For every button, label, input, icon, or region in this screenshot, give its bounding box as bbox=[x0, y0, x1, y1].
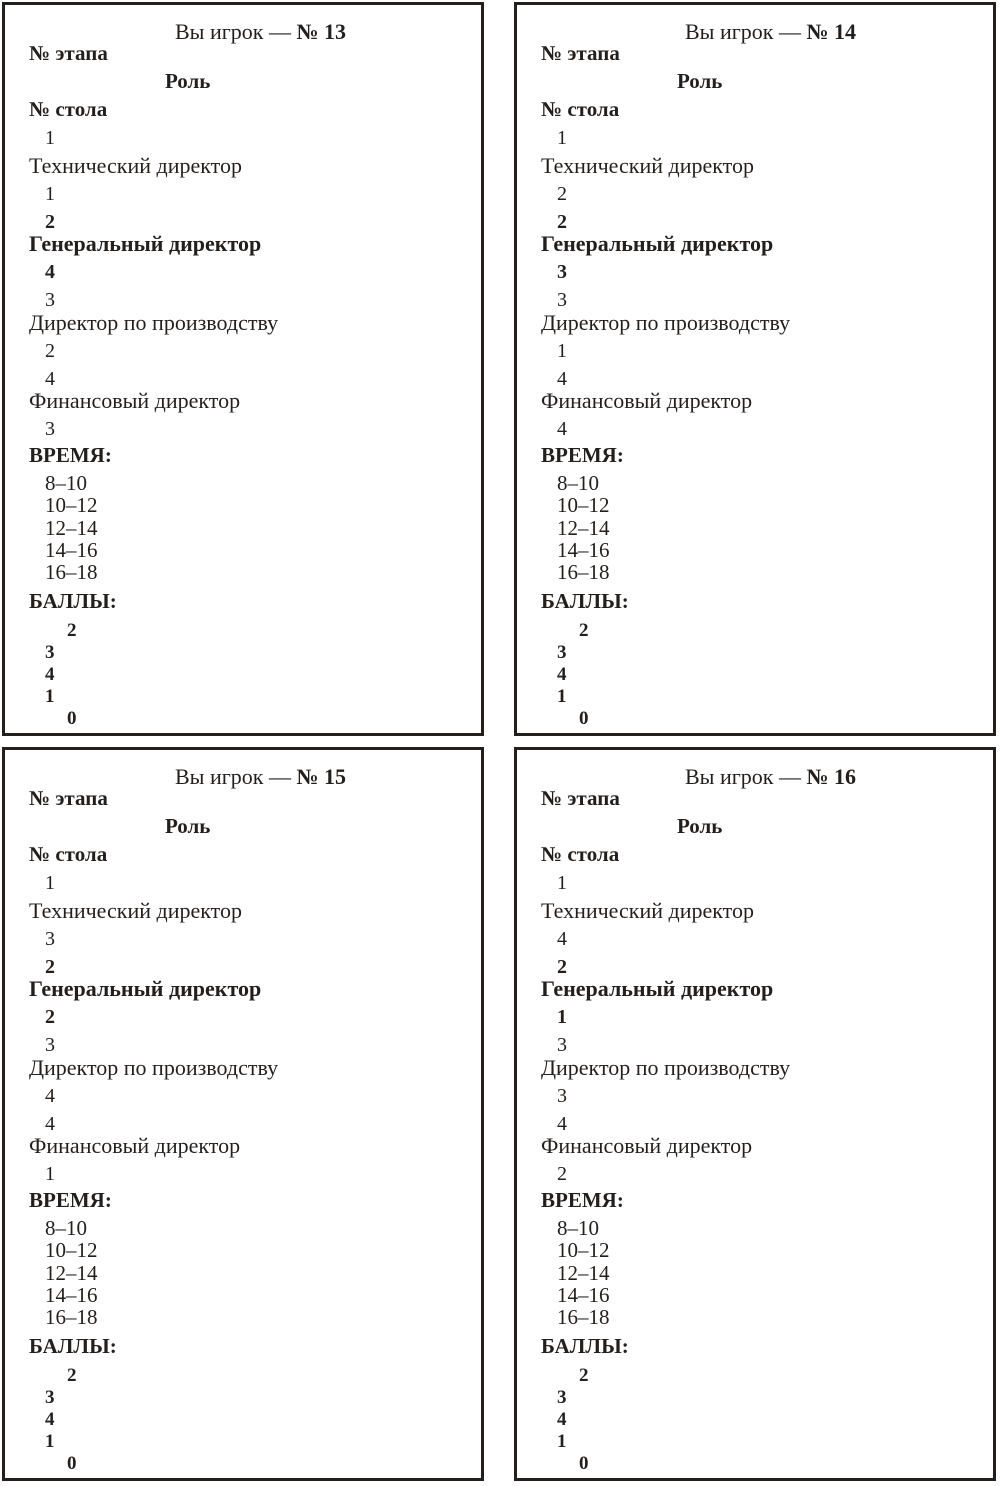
points-value: 2 bbox=[579, 620, 589, 641]
points-label: БАЛЛЫ: bbox=[29, 589, 117, 613]
time-slot: 8–10 bbox=[45, 1216, 87, 1240]
stage-label: № этапа bbox=[29, 41, 108, 65]
table-number: 3 bbox=[557, 1085, 567, 1107]
time-slot: 8–10 bbox=[557, 471, 599, 495]
card-title: Вы игрок — № 14 bbox=[685, 19, 857, 44]
time-slot: 14–16 bbox=[557, 1283, 610, 1307]
stage-number: 2 bbox=[557, 956, 567, 978]
points-value: 1 bbox=[557, 1431, 567, 1452]
points-value: 0 bbox=[67, 708, 77, 729]
time-slot: 12–14 bbox=[45, 1261, 98, 1285]
role-name: Генеральный директор bbox=[541, 231, 774, 256]
time-slot: 14–16 bbox=[557, 538, 610, 562]
role-name: Директор по производству bbox=[541, 310, 791, 335]
stage-number: 3 bbox=[557, 289, 567, 311]
table-label: № стола bbox=[29, 97, 108, 121]
role-label: Роль bbox=[165, 69, 211, 93]
role-name: Генеральный директор bbox=[541, 976, 774, 1001]
role-label: Роль bbox=[165, 814, 211, 838]
points-value: 0 bbox=[67, 1453, 77, 1474]
table-number: 4 bbox=[557, 928, 567, 950]
time-slot: 14–16 bbox=[45, 1283, 98, 1307]
role-name: Технический директор bbox=[29, 898, 242, 923]
time-slot: 12–14 bbox=[557, 516, 610, 540]
stage-number: 3 bbox=[45, 1034, 55, 1056]
table-label: № стола bbox=[541, 97, 620, 121]
points-label: БАЛЛЫ: bbox=[29, 1334, 117, 1358]
stage-number: 3 bbox=[557, 1034, 567, 1056]
time-slot: 16–18 bbox=[557, 560, 610, 584]
card-title: Вы игрок — № 16 bbox=[685, 764, 857, 789]
points-label: БАЛЛЫ: bbox=[541, 1334, 629, 1358]
stage-label: № этапа bbox=[541, 41, 620, 65]
stage-number: 4 bbox=[557, 1113, 567, 1135]
points-value: 3 bbox=[557, 642, 567, 663]
role-name: Технический директор bbox=[541, 898, 754, 923]
stage-number: 1 bbox=[45, 127, 55, 149]
role-name: Технический директор bbox=[29, 153, 242, 178]
points-value: 1 bbox=[557, 686, 567, 707]
points-value: 3 bbox=[557, 1387, 567, 1408]
table-number: 2 bbox=[45, 1006, 55, 1028]
time-slot: 10–12 bbox=[557, 1238, 610, 1262]
table-number: 4 bbox=[557, 418, 567, 440]
points-value: 4 bbox=[45, 1409, 55, 1430]
stage-number: 1 bbox=[45, 872, 55, 894]
time-slot: 12–14 bbox=[45, 516, 98, 540]
role-label: Роль bbox=[677, 814, 723, 838]
role-name: Генеральный директор bbox=[29, 976, 262, 1001]
time-label: ВРЕМЯ: bbox=[541, 443, 624, 467]
time-slot: 12–14 bbox=[557, 1261, 610, 1285]
player-card-13 bbox=[2, 2, 484, 736]
table-number: 4 bbox=[45, 261, 55, 283]
table-number: 1 bbox=[45, 183, 55, 205]
table-number: 3 bbox=[45, 928, 55, 950]
role-name: Генеральный директор bbox=[29, 231, 262, 256]
stage-number: 2 bbox=[557, 211, 567, 233]
stage-label: № этапа bbox=[541, 786, 620, 810]
table-label: № стола bbox=[541, 842, 620, 866]
points-value: 3 bbox=[45, 1387, 55, 1408]
time-label: ВРЕМЯ: bbox=[29, 1188, 112, 1212]
role-name: Финансовый директор bbox=[541, 388, 753, 413]
stage-number: 4 bbox=[557, 368, 567, 390]
points-value: 4 bbox=[557, 1409, 567, 1430]
player-card-14 bbox=[514, 2, 996, 736]
time-label: ВРЕМЯ: bbox=[29, 443, 112, 467]
time-slot: 10–12 bbox=[45, 1238, 98, 1262]
time-slot: 16–18 bbox=[557, 1305, 610, 1329]
points-value: 4 bbox=[45, 664, 55, 685]
role-name: Финансовый директор bbox=[29, 388, 241, 413]
table-number: 3 bbox=[45, 418, 55, 440]
table-label: № стола bbox=[29, 842, 108, 866]
table-number: 2 bbox=[557, 1163, 567, 1185]
stage-number: 4 bbox=[45, 368, 55, 390]
time-slot: 10–12 bbox=[45, 493, 98, 517]
stage-number: 1 bbox=[557, 872, 567, 894]
role-name: Директор по производству bbox=[29, 310, 279, 335]
card-title: Вы игрок — № 15 bbox=[175, 764, 347, 789]
points-value: 3 bbox=[45, 642, 55, 663]
player-card-16 bbox=[514, 747, 996, 1481]
time-slot: 16–18 bbox=[45, 560, 98, 584]
role-name: Директор по производству bbox=[29, 1055, 279, 1080]
table-number: 1 bbox=[45, 1163, 55, 1185]
points-value: 2 bbox=[67, 1365, 77, 1386]
table-number: 2 bbox=[45, 340, 55, 362]
time-slot: 8–10 bbox=[45, 471, 87, 495]
points-value: 0 bbox=[579, 708, 589, 729]
role-name: Финансовый директор bbox=[29, 1133, 241, 1158]
table-number: 4 bbox=[45, 1085, 55, 1107]
table-number: 3 bbox=[557, 261, 567, 283]
points-value: 2 bbox=[67, 620, 77, 641]
stage-number: 2 bbox=[45, 211, 55, 233]
time-slot: 8–10 bbox=[557, 1216, 599, 1240]
points-value: 1 bbox=[45, 1431, 55, 1452]
stage-label: № этапа bbox=[29, 786, 108, 810]
role-name: Технический директор bbox=[541, 153, 754, 178]
points-value: 2 bbox=[579, 1365, 589, 1386]
time-slot: 10–12 bbox=[557, 493, 610, 517]
points-value: 1 bbox=[45, 686, 55, 707]
points-value: 0 bbox=[579, 1453, 589, 1474]
time-slot: 14–16 bbox=[45, 538, 98, 562]
stage-number: 4 bbox=[45, 1113, 55, 1135]
table-number: 2 bbox=[557, 183, 567, 205]
stage-number: 1 bbox=[557, 127, 567, 149]
role-name: Директор по производству bbox=[541, 1055, 791, 1080]
card-title: Вы игрок — № 13 bbox=[175, 19, 347, 44]
role-name: Финансовый директор bbox=[541, 1133, 753, 1158]
table-number: 1 bbox=[557, 1006, 567, 1028]
player-card-15 bbox=[2, 747, 484, 1481]
points-value: 4 bbox=[557, 664, 567, 685]
stage-number: 3 bbox=[45, 289, 55, 311]
role-label: Роль bbox=[677, 69, 723, 93]
time-slot: 16–18 bbox=[45, 1305, 98, 1329]
table-number: 1 bbox=[557, 340, 567, 362]
time-label: ВРЕМЯ: bbox=[541, 1188, 624, 1212]
points-label: БАЛЛЫ: bbox=[541, 589, 629, 613]
stage-number: 2 bbox=[45, 956, 55, 978]
